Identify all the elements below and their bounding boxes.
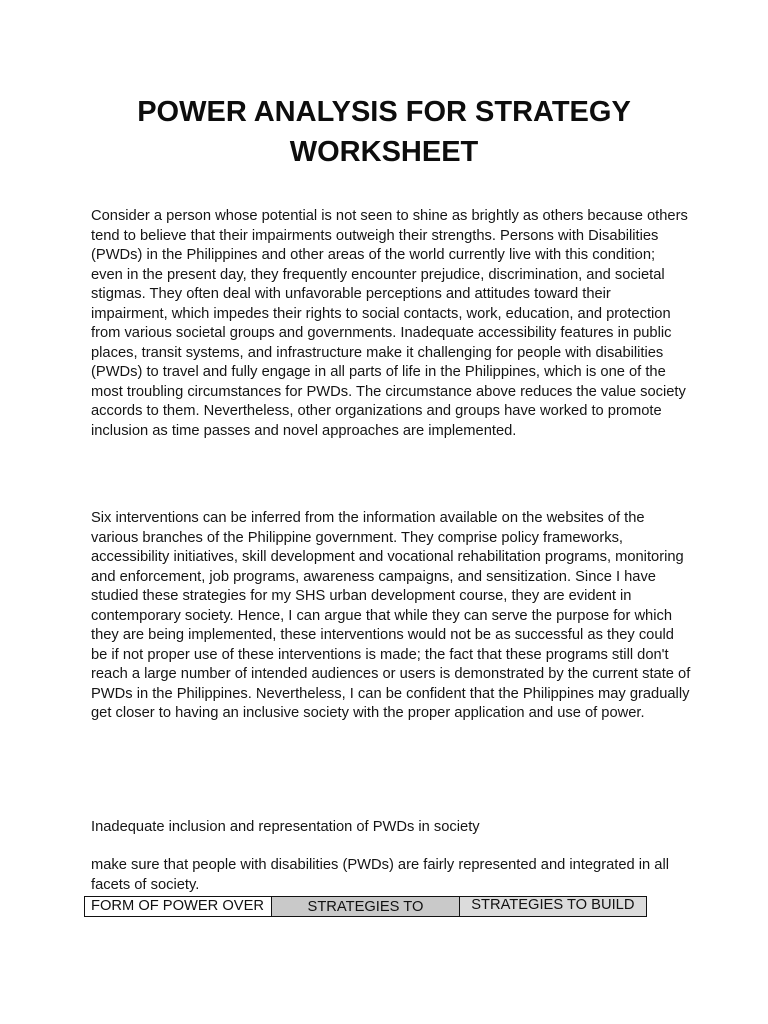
title-line-2: WORKSHEET	[289, 136, 479, 168]
goal-statement: make sure that people with disabilities (PWDs) are fairly represented and integrated in all facets of society.	[91, 857, 669, 893]
interventions-paragraph: Six interventions can be inferred from the information available on the websites of the various branches of the Philippine government. They comprise policy frameworks, accessibility initiatives, skill development and vocational rehabilitation programs, monitoring and enforcement, job programs, awareness campaigns, and sensitization. Since I have studied these strategies for my SHS urban development course, they are evident in contemporary society. Hence, I can argue that while they can serve the purpose for which they are being implemented, these interventions would not be as successful as they could be if not proper use of these interventions is made; the fact that these programs still don't reach a large number of intended audiences or users is demonstrated by the current state of PWDs in the Philippines. Nevertheless, I can be confident that the Philippines may gradually get closer to having an inclusive society with the proper application and use of power.	[91, 510, 691, 721]
table-header-strategies-to-build: STRATEGIES TO BUILD	[460, 897, 646, 916]
document-title	[60, 92, 708, 172]
intro-paragraph: Consider a person whose potential is not seen to shine as brightly as others because others tend to believe that their impairments outweigh their strengths. Persons with Disabilities (PWDs) in the Philippines and other areas of the world currently live with this condition; even in the present day, they frequently encounter prejudice, discrimination, and societal stigmas. They often deal with unfavorable perceptions and attitudes toward their impairment, which impedes their rights to social contacts, work, education, and protection from various societal groups and governments. Inadequate accessibility features in public places, transit systems, and infrastructure make it challenging for people with disabilities (PWDs) to travel and fully engage in all parts of life in the Philippines, which is one of the most troubling circumstances for PWDs. The circumstance above reduces the value society accords to them. Nevertheless, other organizations and groups have worked to promote inclusion as time passes and novel approaches are implemented.	[91, 208, 688, 439]
title-line-1: POWER ANALYSIS FOR STRATEGY	[137, 96, 631, 128]
table-header-form-of-power: FORM OF POWER OVER	[85, 897, 272, 916]
table-header-strategies-to: STRATEGIES TO	[272, 897, 459, 916]
worksheet-table-header-row	[84, 896, 647, 917]
problem-statement: Inadequate inclusion and representation of PWDs in society	[91, 819, 480, 835]
